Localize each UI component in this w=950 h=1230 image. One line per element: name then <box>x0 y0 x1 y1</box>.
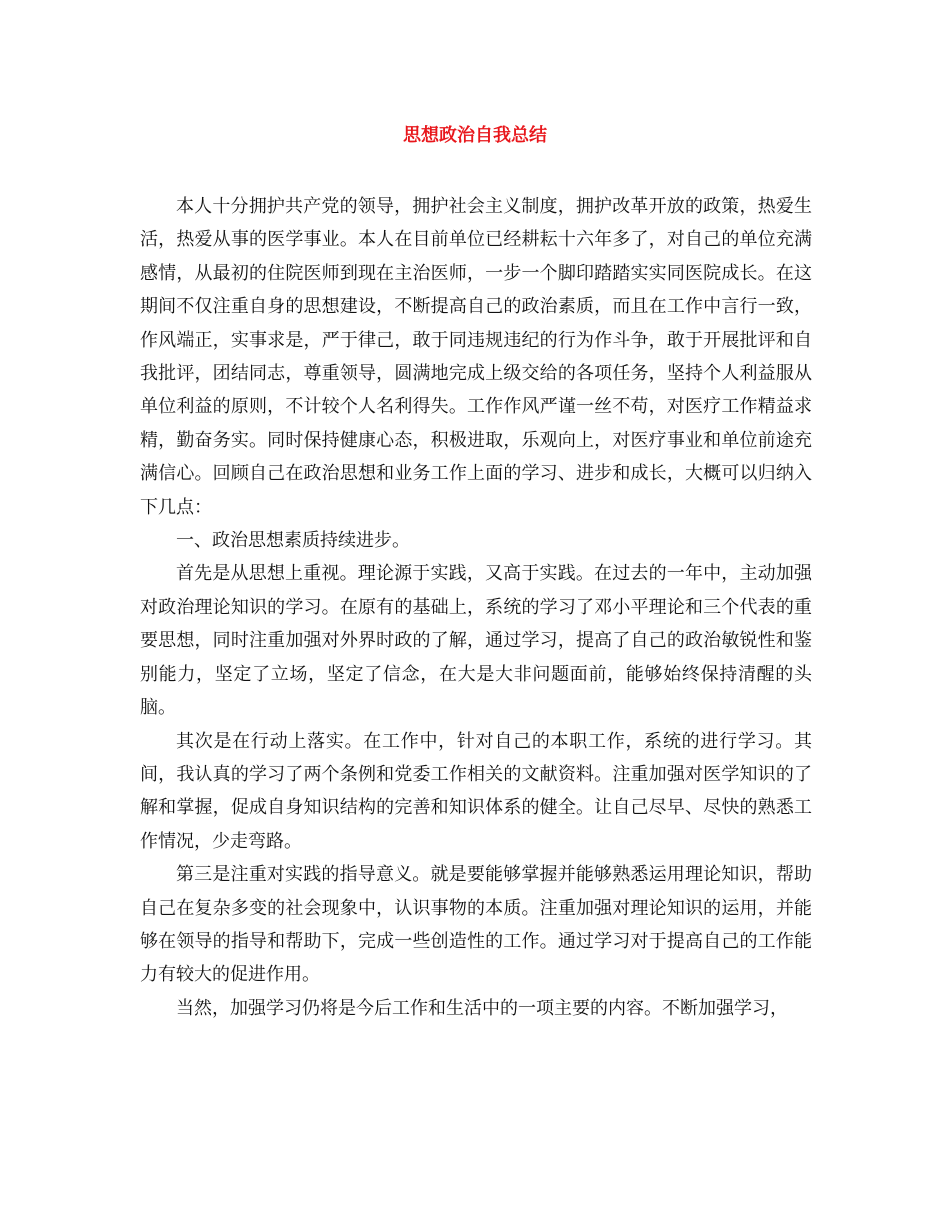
document-body <box>140 190 812 1025</box>
paragraph-closing: 当然，加强学习仍将是今后工作和生活中的一项主要的内容。不断加强学习， <box>176 997 788 1019</box>
paragraph-intro: 本人十分拥护共产党的领导，拥护社会主义制度，拥护改革开放的政策，热爱生活，热爱从事的医学事业。本人在目前单位已经耕耘十六年多了，对自己的单位充满感情，从最初的住院医师到现在主治医师，一步一个脚印踏踏实实同医院成长。在这期间不仅注重自身的思想建设，不断提高自己的政治素质，而且在工作中言行一致，作风端正，实事求是，严于律己，敢于同违规违纪的行为作斗争，敢于开展批评和自我批评，团结同志，尊重领导，圆满地完成上级交给的各项任务，坚持个人利益服从单位利益的原则，不计较个人名利得失。工作作风严谨一丝不苟，对医疗工作精益求精，勤奋务实。同时保持健康心态，积极进取，乐观向上，对医疗事业和单位前途充满信心。回顾自己在政治思想和业务工作上面的学习、进步和成长，大概可以归纳入下几点： <box>140 196 812 518</box>
section-heading-political-quality: 一、政治思想素质持续进步。 <box>176 530 410 552</box>
document-title: 思想政治自我总结 <box>403 125 547 146</box>
paragraph-second-point: 其次是在行动上落实。在工作中，针对自己的本职工作，系统的进行学习。其间，我认真的学习了两个条例和党委工作相关的文献资料。注重加强对医学知识的了解和掌握，促成自身知识结构的完善和知识体系的健全。让自己尽早、尽快的熟悉工作情况，少走弯路。 <box>140 730 812 852</box>
paragraph-third-point: 第三是注重对实践的指导意义。就是要能够掌握并能够熟悉运用理论知识，帮助自己在复杂多变的社会现象中，认识事物的本质。注重加强对理论知识的运用，并能够在领导的指导和帮助下，完成一些创造性的工作。通过学习对于提高自己的工作能力有较大的促进作用。 <box>140 864 812 986</box>
paragraph-first-point: 首先是从思想上重视。理论源于实践，又高于实践。在过去的一年中，主动加强对政治理论知识的学习。在原有的基础上，系统的学习了邓小平理论和三个代表的重要思想，同时注重加强对外界时政的了解，通过学习，提高了自己的政治敏锐性和鉴别能力，坚定了立场，坚定了信念，在大是大非问题面前，能够始终保持清醒的头脑。 <box>140 563 812 719</box>
